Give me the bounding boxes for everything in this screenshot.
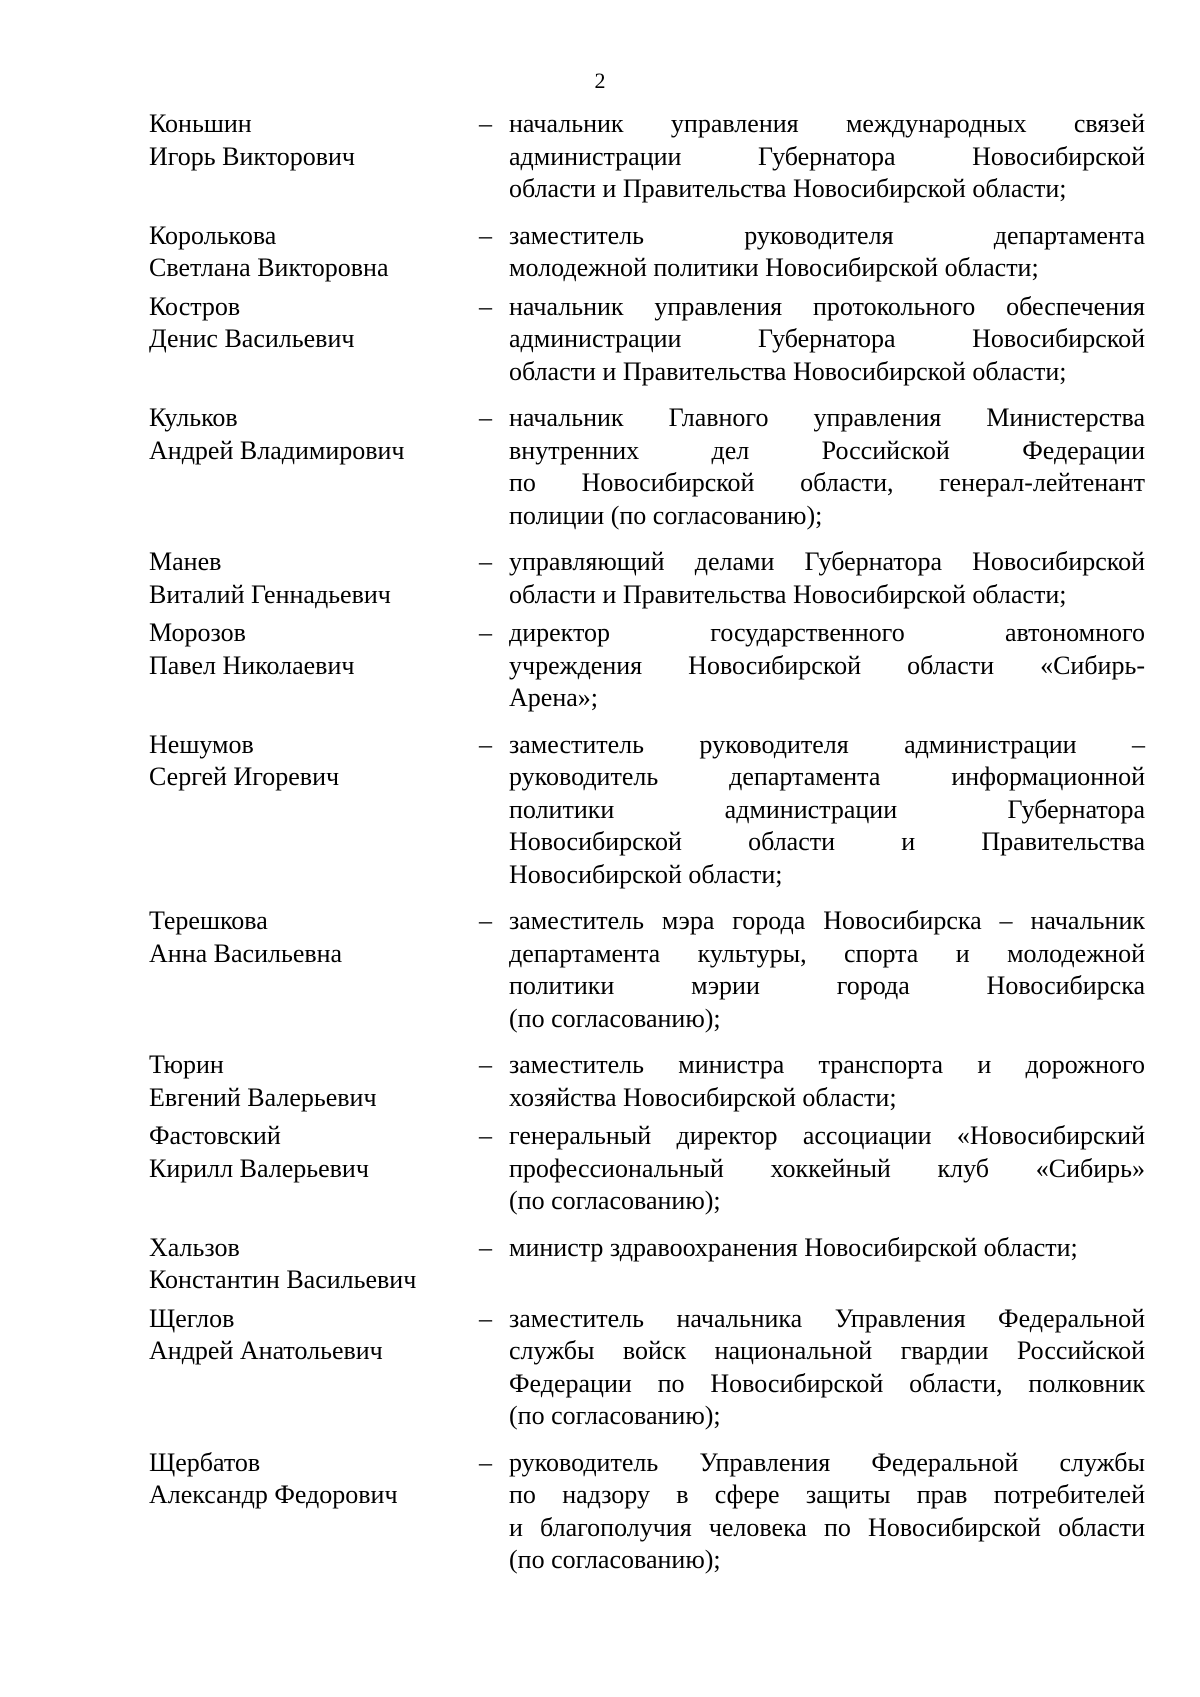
dash-separator: – (479, 1050, 492, 1079)
role-line: профессиональный хоккейный клуб «Сибирь» (509, 1153, 1145, 1183)
role-line: учреждения Новосибирской области «Сибирь- (509, 650, 1145, 680)
role-line: заместитель мэра города Новосибирска – начальник (509, 906, 1145, 935)
member-name (149, 1232, 479, 1297)
member-name (149, 1303, 479, 1433)
member-role (509, 617, 1145, 715)
member-surname: Костров (149, 291, 241, 321)
member-role (509, 546, 1145, 611)
dash-separator: – (479, 1121, 492, 1150)
member-given-name: Виталий Геннадьевич (149, 579, 391, 609)
role-line: службы войск национальной гвардии Российской (509, 1336, 1145, 1365)
member-given-name: Александр Федорович (149, 1480, 398, 1509)
member-entry-korolkova (149, 220, 1144, 285)
member-name (149, 1447, 479, 1577)
role-line: области и Правительства Новосибирской области; (509, 579, 1067, 609)
role-line: руководитель департамента информационной (509, 762, 1145, 791)
member-entry-kulkov (149, 402, 1144, 532)
role-line: начальник управления международных связей (509, 109, 1145, 138)
member-entry-khalzov (149, 1232, 1144, 1297)
dash-separator: – (479, 1303, 492, 1333)
dash-separator: – (479, 220, 492, 250)
role-line: заместитель начальника Управления Федеральной (509, 1303, 1145, 1333)
role-line: заместитель руководителя департамента (509, 220, 1145, 250)
page-number: 2 (594, 68, 606, 93)
role-line: и благополучия человека по Новосибирской области (509, 1512, 1145, 1542)
member-given-name: Кирилл Валерьевич (149, 1153, 369, 1183)
dash-separator: – (479, 729, 492, 759)
role-line: по надзору в сфере защиты прав потребителей (509, 1480, 1145, 1509)
role-line: хозяйства Новосибирской области; (509, 1082, 897, 1112)
dash-separator: – (479, 547, 492, 576)
member-surname: Хальзов (149, 1232, 240, 1262)
dash-separator: – (479, 1232, 492, 1262)
role-line: администрации Губернатора Новосибирской (509, 324, 1145, 353)
role-line: Новосибирской области; (509, 859, 783, 889)
member-surname: Тюрин (149, 1050, 224, 1079)
member-name (149, 1049, 479, 1114)
role-line: внутренних дел Российской Федерации (509, 435, 1145, 465)
member-name (149, 108, 479, 206)
member-given-name: Игорь Викторович (149, 141, 355, 171)
role-line: полиции (по согласованию); (509, 500, 823, 530)
member-surname: Королькова (149, 220, 277, 250)
member-name (149, 220, 479, 285)
role-line: Федерации по Новосибирской области, полковник (509, 1368, 1145, 1398)
role-line: директор государственного автономного (509, 618, 1145, 647)
member-name (149, 402, 479, 532)
member-surname: Щербатов (149, 1447, 261, 1477)
role-line: Новосибирской области и Правительства (509, 827, 1145, 856)
member-entry-neshumov (149, 729, 1144, 892)
member-name (149, 905, 479, 1035)
member-entry-tyurin (149, 1049, 1144, 1114)
member-given-name: Андрей Анатольевич (149, 1336, 383, 1365)
role-line: генеральный директор ассоциации «Новосибирский (509, 1121, 1145, 1150)
dash-separator: – (479, 291, 492, 321)
member-surname: Терешкова (149, 906, 268, 935)
member-role (509, 729, 1145, 892)
role-line: заместитель министра транспорта и дорожного (509, 1050, 1145, 1079)
role-line: по Новосибирской области, генерал-лейтенант (509, 468, 1145, 497)
member-surname: Морозов (149, 618, 246, 647)
member-name (149, 546, 479, 611)
role-line: политики администрации Губернатора (509, 794, 1145, 824)
role-line: Арена»; (509, 683, 598, 712)
role-line: (по согласованию); (509, 1003, 721, 1033)
dash-separator: – (479, 1447, 492, 1477)
member-role (509, 1049, 1145, 1114)
member-name (149, 729, 479, 892)
member-surname: Коньшин (149, 109, 252, 138)
member-given-name: Константин Васильевич (149, 1265, 417, 1294)
member-given-name: Сергей Игоревич (149, 762, 340, 791)
member-role (509, 108, 1145, 206)
role-line: заместитель руководителя администрации – (509, 729, 1145, 759)
member-entry-tereshkova (149, 905, 1144, 1035)
role-line: области и Правительства Новосибирской области; (509, 356, 1067, 386)
member-role (509, 1303, 1145, 1433)
role-line: (по согласованию); (509, 1401, 721, 1430)
member-entry-morozov (149, 617, 1144, 715)
member-role (509, 220, 1145, 285)
member-surname: Щеглов (149, 1303, 235, 1333)
member-given-name: Андрей Владимирович (149, 435, 405, 465)
member-surname: Нешумов (149, 729, 254, 759)
member-role (509, 1447, 1145, 1577)
member-role (509, 905, 1145, 1035)
member-name (149, 1120, 479, 1218)
role-line: управляющий делами Губернатора Новосибирской (509, 547, 1145, 576)
member-entry-kostrov (149, 291, 1144, 389)
role-line: (по согласованию); (509, 1545, 721, 1574)
dash-separator: – (479, 906, 492, 935)
member-given-name: Евгений Валерьевич (149, 1082, 377, 1112)
member-given-name: Анна Васильевна (149, 938, 343, 968)
member-entry-shcheglov (149, 1303, 1144, 1433)
role-line: руководитель Управления Федеральной службы (509, 1447, 1145, 1477)
member-role (509, 1120, 1145, 1218)
role-line: начальник управления протокольного обеспечения (509, 291, 1145, 321)
role-line: начальник Главного управления Министерства (509, 403, 1145, 432)
member-entry-shcherbatov (149, 1447, 1144, 1577)
member-surname: Кульков (149, 403, 238, 432)
member-entry-konshin (149, 108, 1144, 206)
role-line: молодежной политики Новосибирской области; (509, 253, 1039, 282)
member-role (509, 1232, 1145, 1297)
role-line: министр здравоохранения Новосибирской области; (509, 1232, 1078, 1262)
role-line: политики мэрии города Новосибирска (509, 971, 1145, 1000)
dash-separator: – (479, 109, 492, 138)
dash-separator: – (479, 618, 492, 647)
role-line: департамента культуры, спорта и молодежной (509, 938, 1145, 968)
role-line: (по согласованию); (509, 1186, 721, 1215)
member-name (149, 291, 479, 389)
member-given-name: Павел Николаевич (149, 650, 355, 680)
member-entry-fastovsky (149, 1120, 1144, 1218)
member-surname: Манев (149, 547, 222, 576)
member-list (149, 108, 1144, 1577)
role-line: области и Правительства Новосибирской области; (509, 174, 1067, 203)
member-surname: Фастовский (149, 1121, 281, 1150)
member-given-name: Денис Васильевич (149, 324, 355, 353)
member-entry-manev (149, 546, 1144, 611)
dash-separator: – (479, 403, 492, 432)
member-given-name: Светлана Викторовна (149, 253, 389, 282)
role-line: администрации Губернатора Новосибирской (509, 141, 1145, 171)
member-role (509, 402, 1145, 532)
member-name (149, 617, 479, 715)
member-role (509, 291, 1145, 389)
